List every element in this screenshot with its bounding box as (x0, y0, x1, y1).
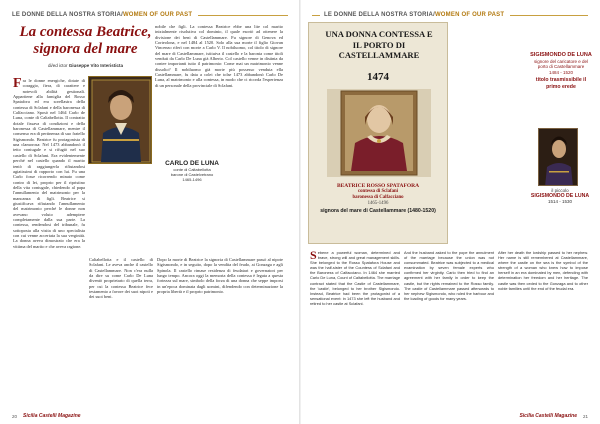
poster-caption-title: signora del mare di Castellammare (1480-1520) (320, 208, 436, 214)
header-separator: / (433, 12, 435, 18)
side-caption-1: il piccolo (551, 188, 569, 193)
poster-caption (313, 183, 443, 215)
column-1-text: ra le donne energiche, dotate di coraggio, fiera, di carattere e notevoli abilità gestionali. Appartiene alla famiglia del Rosso Spatafora ed era sorellastra della contessa di Sclafani e della baronessa di Calfacciano. Sposò nel 1464 Carlo de Luna, conte di Caltabellotta. Il contratto dotale fissava di condizioni e della baronessa di Castellammare, mentre il consenso era di pertinenza di suo fratello Sigismondo. Beatrice fu protagonista di una clamorosa: Nel 1473 abbandonò il tetto coniugale e si rifugiò nel suo castello di Sclafani. Era evidentemente perché nel castello quando il marito tentò di raggiungerla rifiutandosi agiatissimi di rapporto con lui. Fu una Carlo fosse ricorrendo minato come contro di lei, proprio per il ripristino della vita coniugale, chiedendo al papa l'annullamento del matrimonio per la mancanza di figli. Beatrice si giustificava rifiutando l'annullamento del matrimonio perché le donne non avevano voluto adempiere completamente dalla sua parte. La contessa, rendendosi del tribunale, fu sottoposta alla visita di uno specialista con cui venne accertata la sua verginità. La donna aveva dimostrato che era la vittima del marito e che aveva ragione. (13, 78, 85, 249)
english-column-2: And the husband asked to the pope the annulment of the marriage because the union was not consummated. Beatrice was subjected to a medical examination by seven female experts who confirmed her virginity. Carlo then tried to find an agreement with her family in order to keep the castle, but the rights remained to the Rosso family. The castle of Castellammare passed afterwards to her nephew Sigismondo, who ruled the harbour and the loading of goods for many years. (404, 250, 494, 301)
right-page-header (312, 9, 588, 21)
drop-cap: S (310, 250, 317, 262)
portrait-caption (162, 160, 222, 182)
byline-prefix: di/ed ictor (48, 63, 69, 68)
caption-title-2: barone di Castelvetrano (170, 172, 214, 177)
header-rule-right (510, 15, 588, 16)
carlo-de-luna-portrait (88, 76, 152, 164)
sigismondo-portrait-caption (528, 188, 592, 204)
header-section-title-en: WOMEN OF OUR PAST (434, 12, 505, 18)
beatrice-portrait-image (327, 89, 431, 177)
right-page-footer (519, 413, 588, 419)
poster-caption-years: 1465-1496 (367, 201, 389, 206)
poster-caption-line-2: baronessa di Calfacciano (352, 195, 404, 200)
sig-line-1: signore del caricatore e del porto di Castellammare (533, 58, 589, 69)
poster-title: UNA DONNA CONTESSA E IL PORTO DI CASTELLAMMARE (325, 29, 433, 60)
english-column-1-text: ebene a powerful woman, determined and brave, strong will and great management skills. She belonged to the Rosso Spatafora House and was the half-sister of the Countess of Sclafani and the Baroness of Calfacciano. In 1464 she married Carlo De Luna, Count of Caltabellotta. The marriage contract stated that the Castle of Castellammare, the 'castle', belonged to her brother Sigismondo. Instead, Beatrice had been the protagonist of a sensational event: in 1473 she left the husband and retired to her castle at Sclafani. (310, 250, 400, 306)
byline-author: Giuseppe Vito Interisticta (68, 63, 123, 68)
magazine-logo: Sicilia Castelli Magazine (519, 413, 577, 419)
header-section-title: LE DONNE DELLA NOSTRA STORIA (12, 12, 122, 18)
side-caption-2: SIGISMONDO DE LUNA (530, 193, 590, 199)
article-column-2: nobile che figli. La contessa Beatrice ebbe una lite col marito inizialmente risolutiva col dominio, il quale esortò ad ottenere la divisione dei beni di Castellammare. Fu signore di Genova ed Corteolona, e nel 1484 al 1520. Solo alla sua morte il figlio Giovan Vincenzo riferì con morte a Carlo V. Il nobiluomo, col titolo di signore del mare di Castellammare, istituiva il castello e la baronia come titoli venduti da Carlo De Luna già Alberto. Col castello venne in distinta da contee importanti tutto il patrimonio: Come mai un matrimonio venne dissolto? Il nobiluomo già morte più possesso venduta ella Castellammare, fu data a colei che tolse 1473 abbandonò Carlo De Luna, al matrimonio e alla contessa, in modo che ci ricorda l'esperienza di un personale della provinciale di Sclafani. (155, 24, 283, 88)
portrait-image (89, 77, 152, 164)
article-title: La contessa Beatrice, signora del mare (19, 24, 152, 57)
page-number: 20 (12, 413, 18, 419)
header-section-title-en: WOMEN OF OUR PAST (122, 12, 193, 18)
poster-year: 1474 (367, 71, 389, 83)
poster-caption-name: BEATRICE ROSSO SPATAFORA (336, 183, 420, 189)
article-column-3: Caltabellotta e il castello di Sclafani. Le aveva anche il castello di Castellammare. Non c'era nulla da dire su come Carlo De Luna diventò proprietario di quella terra, per cui la contessa Beatrice fece testamento a favore dei suoi nipoti e dei suoi beni. (89, 257, 153, 300)
english-column-1 (310, 250, 400, 406)
sig-name: SIGISMONDO DE LUNA (530, 52, 592, 58)
sig-line-2: 1484 - 1520 (548, 69, 574, 75)
header-separator: / (121, 12, 123, 18)
header-section-title: LE DONNE DELLA NOSTRA STORIA (324, 12, 434, 18)
feature-poster (308, 22, 448, 244)
side-caption-3: 1514 - 1530 (547, 199, 573, 204)
article-byline (18, 63, 153, 68)
right-page (300, 0, 600, 424)
sigismondo-portrait-image (539, 129, 578, 186)
article-column-4: Dopo la morte di Beatrice la signoria di Castellammare passò al nipote Sigismondo, e in seguito, dopo la vendita del feudo, ai Gonzaga e agli Spinola. Il castello rimase residenza di feudatari e governatori per lungo tempo. Ancora oggi la memoria della contessa è legata a questa fortezza sul mare, simbolo della forza di una donna che seppe imporsi in un'epoca dominata dagli uomini, difendendo con determinazione la propria libertà e il proprio patrimonio. (157, 257, 283, 295)
english-column-3: After her death the lordship passed to her nephew. Her name is still remembered at Castellammare, where the castle on the sea is the symbol of the strength of a woman who knew how to impose herself in an era dominated by men, defending with determination her freedom and her heritage. The castle was then ceded to the Gonzaga and to other noble families until the end of the feudal era. (498, 250, 588, 291)
sig-note: titolo trasmissibile il primo erede (535, 77, 587, 90)
left-page-footer (12, 413, 81, 419)
header-rule (198, 15, 288, 16)
left-page-header (12, 9, 288, 21)
sigismondo-caption (530, 52, 592, 90)
magazine-logo: Sicilia Castelli Magazine (23, 413, 81, 419)
header-rule-left (312, 15, 320, 16)
caption-title-1: conte di Caltabellotta (173, 167, 211, 172)
caption-years: 1465-1496 (182, 177, 202, 182)
poster-caption-line-1: contessa di Sclafani (358, 189, 398, 194)
caption-name: CARLO DE LUNA (165, 160, 219, 167)
drop-cap: F (13, 78, 22, 91)
article-column-1 (13, 78, 85, 403)
page-number: 21 (582, 413, 588, 419)
sigismondo-portrait (538, 128, 578, 186)
